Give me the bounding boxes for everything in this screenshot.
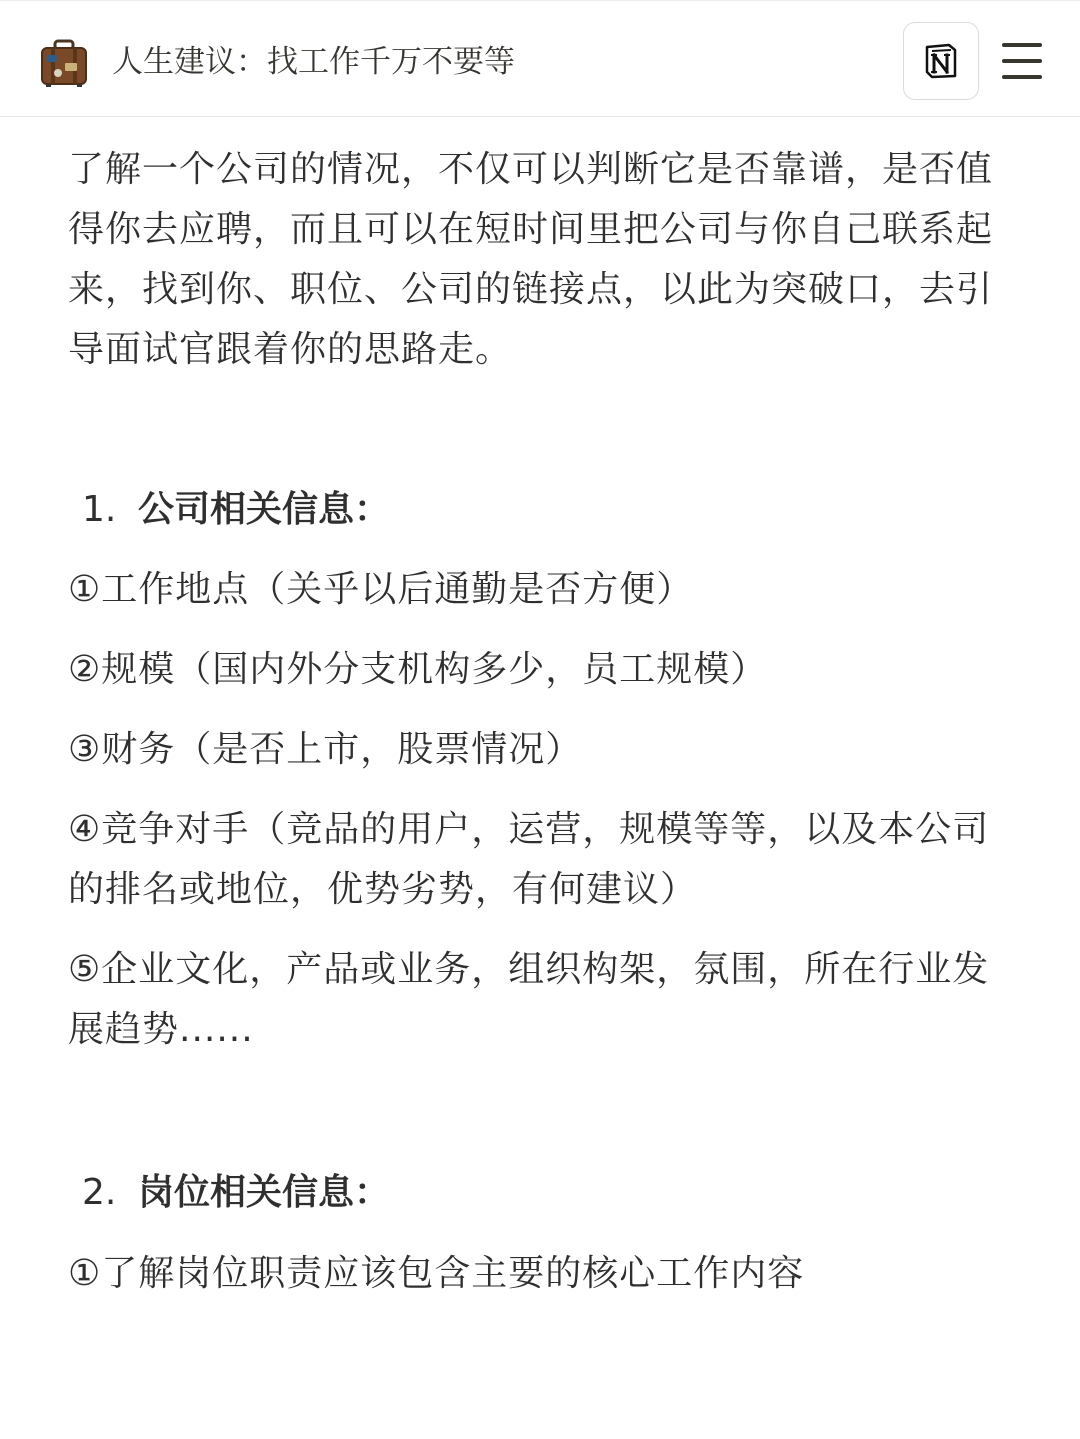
list-item: ②规模（国内外分支机构多少，员工规模） [68, 649, 768, 690]
hamburger-menu-icon[interactable] [998, 39, 1046, 83]
list-item: ①工作地点（关乎以后通勤是否方便） [68, 569, 694, 610]
section-title: 公司相关信息： [138, 489, 391, 530]
top-bar [0, 0, 1080, 117]
list-item: ③财务（是否上市，股票情况） [68, 729, 583, 770]
luggage-icon[interactable] [38, 37, 90, 89]
notion-button[interactable] [903, 22, 979, 100]
section-number: 2. [82, 1172, 117, 1213]
page-title: 人生建议：找工作千万不要等 [112, 44, 515, 80]
section-title: 岗位相关信息： [138, 1172, 391, 1213]
notion-logo-icon [923, 42, 959, 80]
list-item: ④竞争对手（竞品的用户，运营，规模等等，以及本公司的排名或地位，优势劣势，有何建议） [68, 809, 990, 910]
section-heading-position [82, 1163, 390, 1223]
section-heading-company [82, 480, 390, 540]
section-number: 1. [82, 489, 117, 530]
intro-paragraph: 了解一个公司的情况，不仅可以判断它是否靠谱，是否值得你去应聘，而且可以在短时间里把公司与你自己联系起来，找到你、职位、公司的链接点，以此为突破口，去引导面试官跟着你的思路走。 [68, 149, 994, 370]
list-item: ⑤企业文化，产品或业务，组织构架，氛围，所在行业发展趋势...... [68, 949, 990, 1050]
list-item: ①了解岗位职责应该包含主要的核心工作内容 [68, 1253, 805, 1294]
